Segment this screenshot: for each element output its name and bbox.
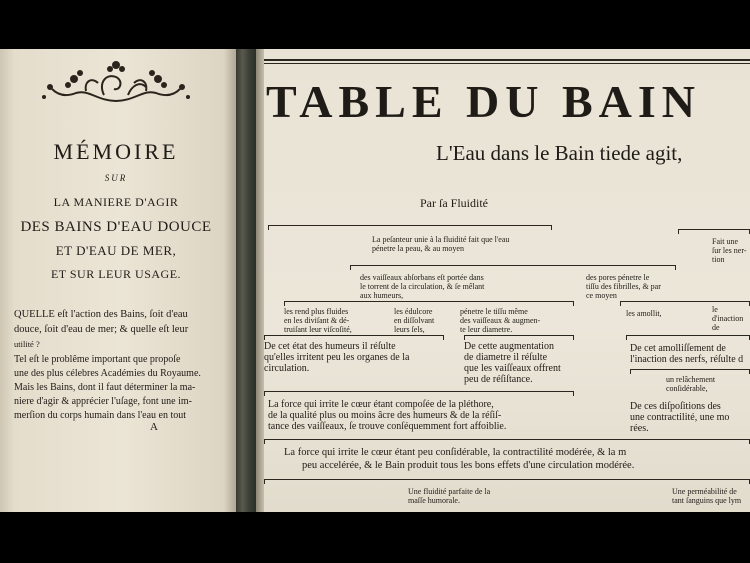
bracket bbox=[268, 225, 552, 230]
text-line: les rend plus fluides bbox=[284, 307, 349, 316]
left-page bbox=[0, 49, 238, 512]
bracket bbox=[350, 265, 676, 270]
bracket bbox=[678, 229, 750, 234]
row7-text-a bbox=[408, 487, 490, 505]
text-line: peu accelérée, & le Bain produit tous les bons effets d'une circulation modérée. bbox=[302, 460, 635, 471]
text-line: La force qui irrite le cœur étant peu conſidérable, la contractilité modérée, & la m bbox=[284, 447, 627, 458]
bracket bbox=[264, 335, 444, 340]
by-fluidity-label: Par ſa Fluidité bbox=[420, 196, 488, 210]
text-line: l'inaction des nerfs, réſulte d bbox=[630, 354, 744, 365]
text-line: De cet amolliſſement de bbox=[630, 343, 726, 354]
row6-text bbox=[284, 446, 634, 472]
bracket bbox=[264, 479, 750, 484]
text-line: La force qui irrite le cœur étant compoſée de la pléthore, bbox=[268, 399, 494, 410]
paragraph-line: merſion du corps humain dans l'eau en tout bbox=[14, 410, 187, 421]
text-line: qu'elles irritent peu les organes de la bbox=[264, 352, 410, 363]
text-line: le torrent de la circulation, & ſe mêlant bbox=[360, 282, 485, 291]
bracket bbox=[464, 335, 574, 340]
row1-text-a bbox=[372, 235, 509, 253]
book-spine bbox=[236, 49, 258, 512]
text-line: maſſe humorale. bbox=[408, 496, 460, 505]
text-line: les édulcore bbox=[394, 307, 433, 316]
top-rule bbox=[264, 63, 750, 64]
text-line: des vaiſſeaux abſorbans eſt portée dans bbox=[360, 273, 484, 282]
text-line: ſur les ner- bbox=[712, 246, 747, 255]
text-line: Une fluidité parfaite de la bbox=[408, 487, 491, 496]
text-line: une contractilité, une mo bbox=[630, 412, 730, 423]
paragraph-line: utilité ? bbox=[14, 339, 40, 349]
text-line: aux humeurs, bbox=[360, 291, 404, 300]
text-line: de bbox=[712, 323, 720, 332]
text-line: tant ſanguins que lym bbox=[672, 496, 742, 505]
row7-text-b bbox=[672, 487, 741, 505]
table-title: TABLE DU BAIN bbox=[266, 76, 701, 127]
sur-label: SUR bbox=[104, 173, 128, 183]
right-page bbox=[264, 49, 750, 512]
subtitle-line-4: ET SUR LEUR USAGE. bbox=[50, 267, 182, 281]
paragraph-2 bbox=[14, 353, 201, 423]
paragraph-1 bbox=[14, 307, 188, 352]
text-line: Fait une bbox=[712, 237, 738, 246]
signature-mark: A bbox=[150, 421, 158, 433]
row3-text-d: les amollit, bbox=[626, 309, 662, 318]
subtitle-line-1: LA MANIERE D'AGIR bbox=[53, 195, 179, 209]
bracket bbox=[284, 301, 574, 306]
text-line: truiſant leur viſcoſité, bbox=[284, 325, 352, 334]
text-line: en diſſolvant bbox=[394, 316, 435, 325]
row5-text-a bbox=[268, 399, 506, 432]
text-line: que les vaiſſeaux offrent bbox=[464, 363, 561, 374]
paragraph-line: niere d'agir & apprécier l'uſage, font une im- bbox=[14, 396, 192, 407]
subtitle-line-2: DES BAINS D'EAU DOUCE bbox=[20, 219, 212, 235]
text-line: circulation. bbox=[264, 363, 310, 374]
text-line: De cette augmentation bbox=[464, 341, 554, 352]
paragraph-line: Tel eſt le problême important que propoſe bbox=[14, 354, 181, 365]
subtitle-line-3: ET D'EAU DE MER, bbox=[55, 243, 177, 258]
text-line: tiſſu des fibrilles, & par bbox=[586, 282, 661, 291]
row4-text-b bbox=[464, 341, 561, 385]
table-subtitle: L'Eau dans le Bain tiede agit, bbox=[436, 141, 683, 165]
text-line: un relâchement bbox=[666, 375, 716, 384]
text-line: conſidérable, bbox=[666, 384, 708, 393]
book-photo bbox=[0, 49, 750, 512]
text-line: De cet état des humeurs il réſulte bbox=[264, 341, 396, 352]
text-line: La peſanteur unie à la fluidité fait que l'eau bbox=[372, 235, 510, 244]
text-line: des pores pénetre le bbox=[586, 273, 650, 282]
text-line: tance des vaiſſeaux, ſe trouve conſéquemment fort affoiblie. bbox=[268, 421, 507, 432]
row4-text-c bbox=[630, 343, 743, 365]
paragraph-line: Mais les Bains, dont il faut déterminer la ma- bbox=[14, 382, 196, 393]
row3-text-a bbox=[284, 307, 352, 334]
bracket bbox=[264, 439, 750, 444]
row3-text-b bbox=[394, 307, 434, 334]
text-line: tion bbox=[712, 255, 725, 264]
row1-text-b bbox=[712, 237, 747, 264]
row2-text-b bbox=[586, 273, 661, 300]
text-line: De ces diſpoſitions des bbox=[630, 401, 721, 412]
text-line: pénetre la peau, & au moyen bbox=[372, 244, 464, 253]
text-line: Une perméabilité de bbox=[672, 487, 737, 496]
row5-text-b bbox=[630, 401, 729, 434]
text-line: pénetre le tiſſu même bbox=[460, 307, 528, 316]
row4-text-d bbox=[666, 375, 715, 393]
text-line: peu de réſiſtance. bbox=[464, 374, 533, 385]
row4-text-a bbox=[264, 341, 409, 374]
text-line: rées. bbox=[630, 423, 649, 434]
ornament-icon bbox=[28, 55, 204, 107]
text-line: d'inaction bbox=[712, 314, 744, 323]
paragraph-line: QUELLE eſt l'action des Bains, ſoit d'eau bbox=[14, 309, 188, 320]
text-line: leurs ſels, bbox=[394, 325, 425, 334]
bracket bbox=[626, 335, 750, 340]
bracket bbox=[264, 391, 574, 396]
top-double-rule bbox=[264, 59, 750, 61]
text-line: te leur diametre. bbox=[460, 325, 513, 334]
text-line: ce moyen bbox=[586, 291, 617, 300]
memoire-title: MÉMOIRE bbox=[53, 139, 179, 164]
text-line: le bbox=[712, 305, 718, 314]
text-line: de diametre il réſulte bbox=[464, 352, 548, 363]
bracket bbox=[630, 369, 750, 374]
text-line: des vaiſſeaux & augmen- bbox=[460, 316, 541, 325]
row2-text-a bbox=[360, 273, 484, 300]
row3-text-c bbox=[460, 307, 540, 334]
paragraph-line: une des plus célebres Académies du Royaume. bbox=[14, 368, 201, 379]
paragraph-line: douce, ſoit d'eau de mer; & quelle eſt leur bbox=[14, 324, 189, 335]
text-line: en les diviſant & dé- bbox=[284, 316, 350, 325]
row3-text-e bbox=[712, 305, 743, 332]
text-line: de la qualité plus ou moins âcre des humeurs & de la réſiſ- bbox=[268, 410, 502, 421]
